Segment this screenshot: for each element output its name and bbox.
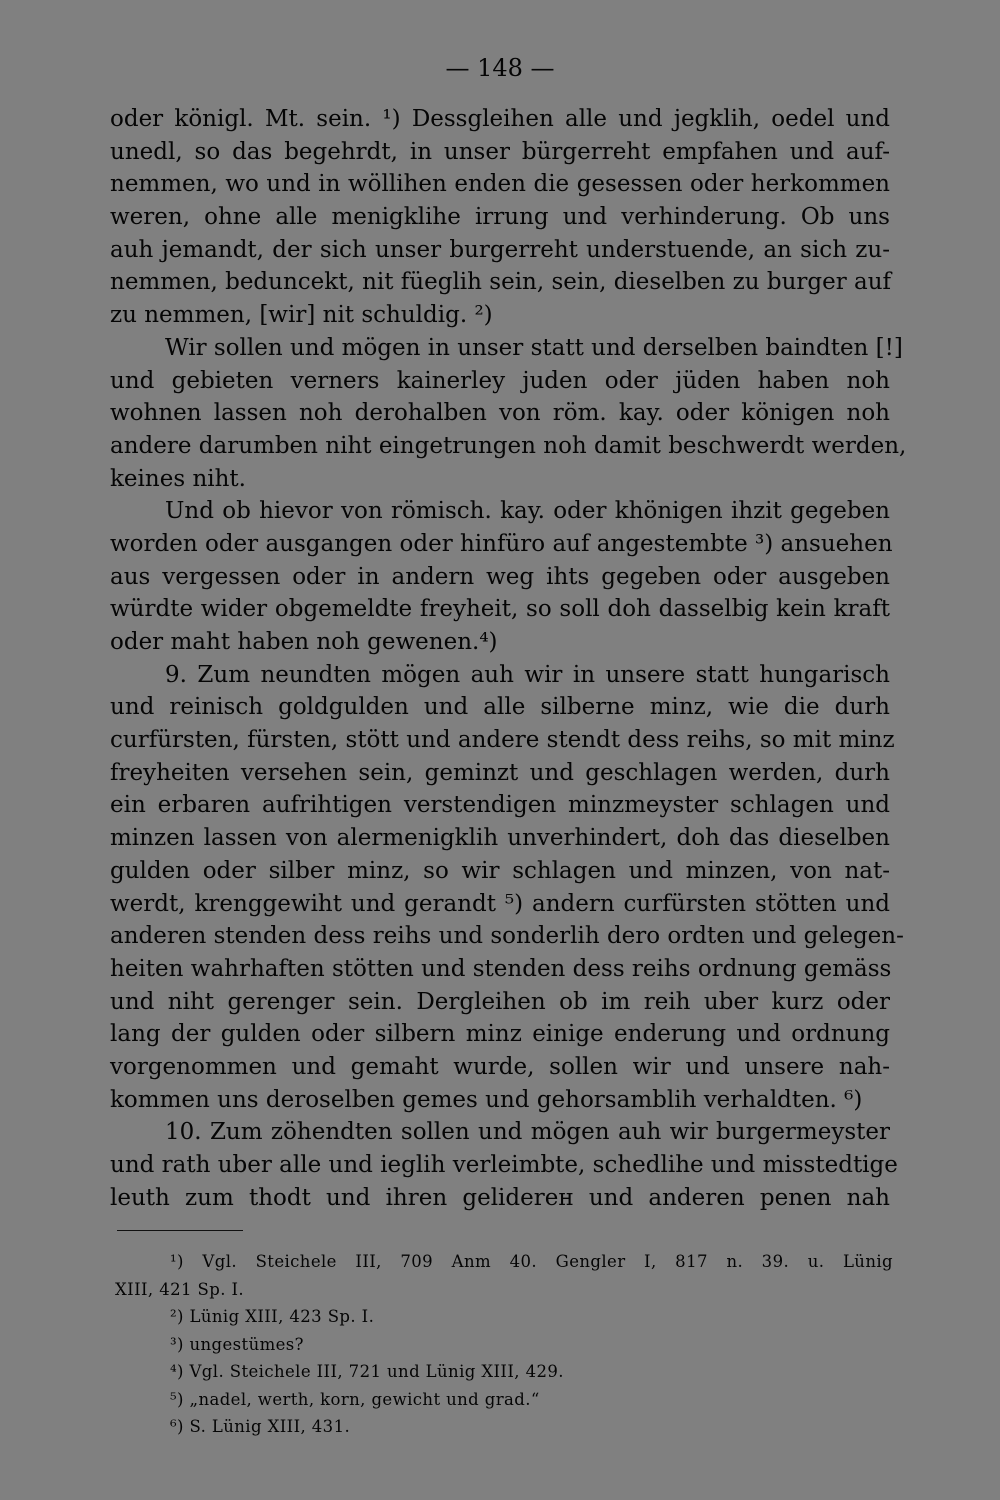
body-text bbox=[110, 103, 907, 1214]
footnote-divider bbox=[117, 1230, 243, 1231]
text-line: vorgenommen und gemaht wurde, sollen wir und unsere nah- bbox=[110, 1053, 890, 1080]
text-line: minzen lassen von alermenigklih unverhindert, doh das dieselben bbox=[110, 825, 890, 852]
text-line: curfürsten, fürsten, stött und andere stendt dess reihs, so mit minz bbox=[110, 727, 895, 754]
text-line: nemmen, wo und in wöllihen enden die gesessen oder herkommen bbox=[110, 171, 890, 198]
text-line: oder maht haben noh gewenen.⁴) bbox=[110, 629, 498, 655]
footnote-1-continued: XIII, 421 Sp. I. bbox=[115, 1279, 245, 1299]
text-line: worden oder ausgangen oder hinfüro auf angestembte ³) ansuehen bbox=[110, 530, 893, 557]
text-line: würdte wider obgemeldte freyheit, so soll doh dasselbig kein kraft bbox=[110, 596, 890, 623]
text-line: 10. Zum zöhendten sollen und mögen auh wir burgermeyster bbox=[165, 1119, 890, 1146]
page-number: — 148 — bbox=[445, 54, 555, 82]
text-line: und rath uber alle und ieglih verleimbte, schedlihe und misstedtige bbox=[110, 1152, 898, 1178]
footnote-5: ⁵) „nadel, werth, korn, gewicht und grad.“ bbox=[170, 1389, 540, 1409]
text-line: zu nemmen, [wir] nit schuldig. ²) bbox=[110, 302, 493, 329]
text-line: 9. Zum neundten mögen auh wir in unsere statt hungarisch bbox=[165, 661, 890, 688]
text-line: keines niht. bbox=[110, 465, 246, 492]
text-line: kommen uns deroselben gemes und gehorsamblih verhaldten. ⁶) bbox=[110, 1086, 863, 1113]
text-line: andere darumben niht eingetrungen noh damit beschwerdt werden, bbox=[110, 432, 907, 459]
footnote-3: ³) ungestümes? bbox=[170, 1334, 304, 1354]
text-line: weren, ohne alle menigklihe irrung und verhinderung. Ob uns bbox=[110, 204, 890, 231]
text-line: gulden oder silber minz, so wir schlagen und minzen, von nat- bbox=[110, 857, 890, 884]
text-line: oder königl. Mt. sein. ¹) Dessgleihen alle und jegklih, oedel und bbox=[110, 106, 890, 132]
text-line: auh jemandt, der sich unser burgerreht understuende, an sich zu- bbox=[110, 236, 890, 263]
text-line: werdt, krenggewiht und gerandt ⁵) andern curfürsten stötten und bbox=[110, 890, 890, 917]
text-line: leuth zum thodt und ihren geliderен und anderen penen nah bbox=[110, 1184, 890, 1211]
text-line: und niht gerenger sein. Dergleihen ob im reih uber kurz oder bbox=[110, 988, 890, 1015]
text-line: Wir sollen und mögen in unser statt und derselben baindten [!] bbox=[165, 334, 903, 361]
text-line: und reinisch goldgulden und alle silberne minz, wie die durh bbox=[110, 694, 890, 721]
footnote-1: ¹) Vgl. Steichele III, 709 Anm 40. Gengler I, 817 n. 39. u. Lünig bbox=[170, 1252, 893, 1271]
text-line: wohnen lassen noh derohalben von röm. kay. oder königen noh bbox=[110, 400, 890, 427]
text-line: Und ob hievor von römisch. kay. oder khönigen ihzit gegeben bbox=[165, 498, 890, 525]
text-line: lang der gulden oder silbern minz einige enderung und ordnung bbox=[110, 1021, 890, 1048]
text-line: freyheiten versehen sein, geminzt und geschlagen werden, durh bbox=[110, 759, 890, 786]
footnotes bbox=[115, 1248, 893, 1441]
footnote-2: ²) Lünig XIII, 423 Sp. I. bbox=[170, 1307, 375, 1326]
text-line: nemmen, beduncekt, nit füeglih sein, sein, dieselben zu burger auf bbox=[110, 269, 892, 296]
text-line: unedl, so das begehrdt, in unser bürgerreht empfahen und auf- bbox=[110, 138, 890, 165]
footnote-4: ⁴) Vgl. Steichele III, 721 und Lünig XIII, 429. bbox=[170, 1362, 564, 1381]
footnote-6: ⁶) S. Lünig XIII, 431. bbox=[170, 1417, 351, 1436]
text-line: ein erbaren aufrihtigen verstendigen minzmeyster schlagen und bbox=[110, 792, 890, 819]
text-line: heiten wahrhaften stötten und stenden dess reihs ordnung gemäss bbox=[110, 955, 892, 982]
text-line: anderen stenden dess reihs und sonderlih dero ordten und gelegen- bbox=[110, 923, 904, 950]
text-line: und gebieten verners kainerley juden oder jüden haben noh bbox=[110, 367, 890, 394]
text-line: aus vergessen oder in andern weg ihts gegeben oder ausgeben bbox=[110, 563, 890, 590]
